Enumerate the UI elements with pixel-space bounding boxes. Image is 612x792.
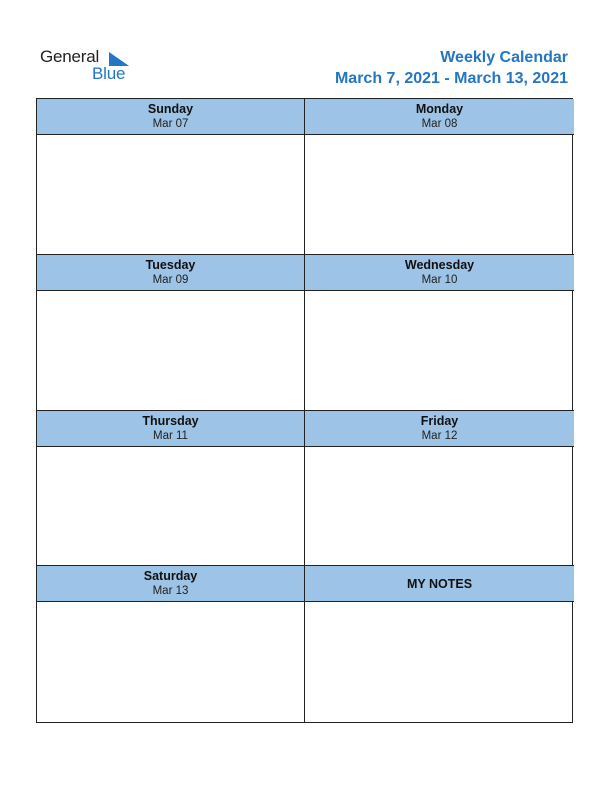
day-header — [37, 566, 304, 602]
day-header — [37, 99, 304, 135]
day-header — [305, 411, 574, 447]
day-cell-tuesday — [37, 255, 305, 411]
day-date: Mar 10 — [421, 273, 458, 286]
day-cell-wednesday — [305, 255, 574, 411]
notes-title: MY NOTES — [406, 576, 473, 591]
day-date: Mar 09 — [152, 273, 189, 286]
day-date: Mar 07 — [152, 118, 189, 130]
day-name: Tuesday — [145, 257, 196, 272]
day-cell-saturday — [37, 566, 305, 722]
day-cell-friday — [305, 411, 574, 567]
day-writing-area — [37, 447, 304, 566]
calendar-title-block — [335, 48, 568, 89]
day-writing-area — [305, 447, 574, 566]
day-header — [305, 255, 574, 291]
day-date: Mar 08 — [421, 118, 458, 130]
day-header — [37, 255, 304, 291]
day-writing-area — [37, 291, 304, 410]
notes-writing-area — [305, 602, 574, 722]
notes-header — [305, 566, 574, 602]
day-date: Mar 12 — [421, 429, 458, 442]
calendar-title: Weekly Calendar — [440, 49, 568, 66]
day-name: Thursday — [142, 413, 199, 428]
day-name: Monday — [415, 102, 464, 116]
day-writing-area — [305, 291, 574, 410]
day-name: Saturday — [143, 569, 198, 584]
day-cell-sunday — [37, 99, 305, 255]
logo-word-general: General — [40, 47, 100, 66]
calendar-date-range: March 7, 2021 - March 13, 2021 — [334, 70, 568, 87]
day-header — [305, 99, 574, 135]
day-name: Friday — [420, 413, 459, 428]
day-date: Mar 13 — [152, 585, 189, 598]
day-cell-monday — [305, 99, 574, 255]
day-writing-area — [37, 602, 304, 722]
week-grid — [36, 98, 573, 723]
notes-cell — [305, 566, 574, 722]
day-header — [37, 411, 304, 447]
day-name: Sunday — [147, 102, 194, 116]
day-cell-thursday — [37, 411, 305, 567]
day-writing-area — [37, 135, 304, 254]
logo-word-blue: Blue — [92, 64, 126, 83]
general-blue-logo — [40, 47, 140, 87]
day-name: Wednesday — [404, 257, 475, 272]
day-date: Mar 11 — [153, 429, 188, 442]
day-writing-area — [305, 135, 574, 254]
